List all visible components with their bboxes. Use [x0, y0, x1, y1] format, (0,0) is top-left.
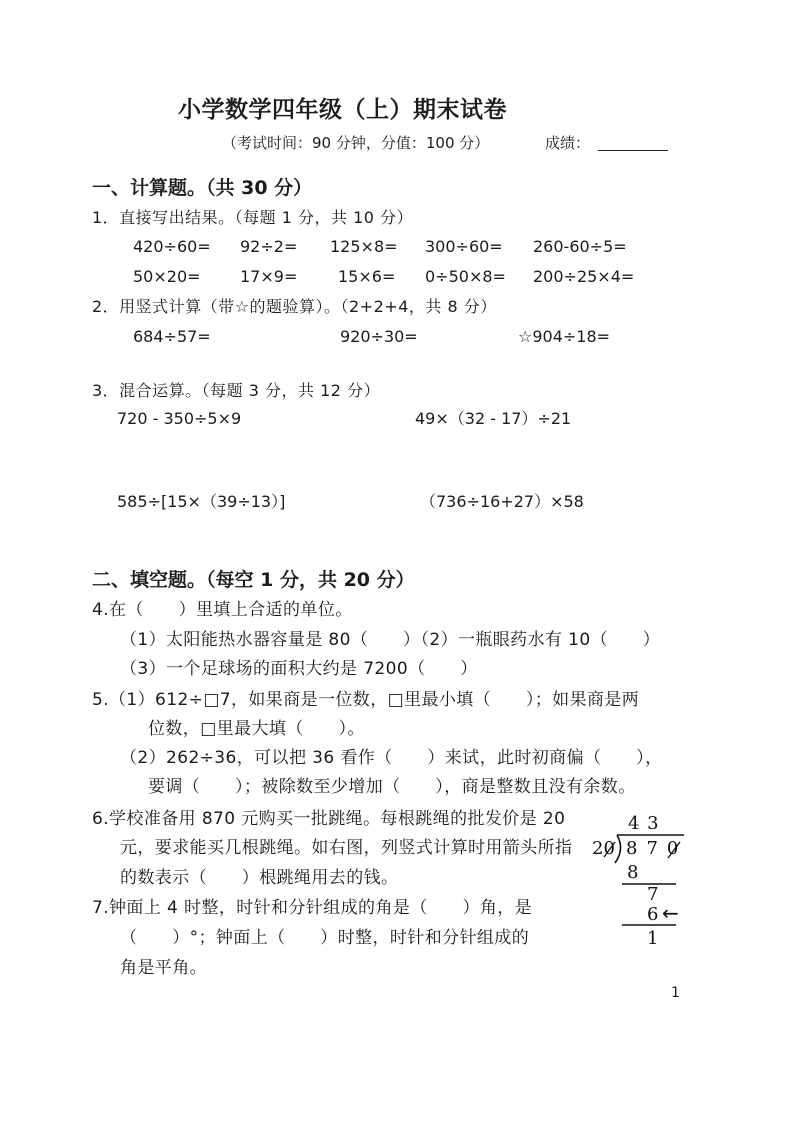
q5-line: 位数，□里最大填（ ）。 [148, 719, 365, 739]
calc-item: 0÷50×8= [425, 267, 506, 286]
calc-item: 15×6= [338, 267, 396, 286]
q6-line: 6.学校准备用 870 元购买一批跳绳。每根跳绳的批发价是 20 [92, 809, 566, 829]
q4-line: （1）太阳能热水器容量是 80（ ）（2）一瓶眼药水有 10（ ） [120, 630, 661, 650]
calc-item: 17×9= [240, 267, 298, 286]
calc-item: 300÷60= [425, 237, 503, 256]
q5-line: （2）262÷36，可以把 36 看作（ ）来试，此时初商偏（ ）， [120, 748, 663, 768]
division-dividend: 870 [626, 838, 688, 859]
long-division-figure [590, 812, 694, 952]
vertical-calc-item: 920÷30= [340, 327, 418, 346]
division-bracket [615, 835, 621, 863]
division-step-1: 8 [627, 862, 639, 883]
calc-item: 420÷60= [133, 237, 211, 256]
exam-title: 小学数学四年级（上）期末试卷 [178, 96, 507, 123]
division-quotient: 4 3 [628, 813, 660, 834]
q7-line: 角是平角。 [120, 958, 207, 978]
division-divisor: 20 [592, 838, 615, 859]
q5-line: 要调（ ）；被除数至少增加（ ），商是整数且没有余数。 [148, 777, 636, 797]
calc-item: 125×8= [330, 237, 398, 256]
score-blank-line [598, 150, 668, 151]
vertical-calc-item: ☆904÷18= [518, 327, 611, 346]
q4-prompt: 4.在（ ）里填上合适的单位。 [92, 600, 353, 620]
mixed-calc-item: 585÷[15×（39÷13）] [117, 492, 286, 511]
division-step-2: 7 [647, 884, 659, 905]
calc-item: 50×20= [133, 267, 201, 286]
mixed-calc-item: 720 - 350÷5×9 [117, 409, 242, 428]
calc-item: 200÷25×4= [533, 267, 635, 286]
calc-item: 260-60÷5= [533, 237, 627, 256]
q2-prompt: 2．用竖式计算（带☆的题验算）。（2+2+4，共 8 分） [92, 297, 497, 316]
calc-item: 92÷2= [240, 237, 298, 256]
section2-heading: 二、填空题。（每空 1 分，共 20 分） [92, 569, 415, 591]
q3-prompt: 3．混合运算。（每题 3 分，共 12 分） [92, 381, 381, 400]
q6-line: 元，要求能买几根跳绳。如右图，列竖式计算时用箭头所指 [120, 838, 573, 858]
mixed-calc-item: 49×（32 - 17）÷21 [415, 409, 572, 428]
mixed-calc-item: （736÷16+27）×58 [420, 492, 584, 511]
q7-line: 7.钟面上 4 时整，时针和分针组成的角是（ ）角，是 [92, 898, 533, 918]
division-remainder: 1 [647, 928, 659, 949]
left-arrow-icon: ← [662, 901, 679, 925]
exam-info: （考试时间：90 分钟，分值：100 分） [222, 134, 490, 152]
division-step-3: 6 [647, 904, 659, 925]
q6-line: 的数表示（ ）根跳绳用去的钱。 [120, 868, 399, 888]
section1-heading: 一、计算题。（共 30 分） [92, 177, 313, 199]
q1-prompt: 1．直接写出结果。（每题 1 分，共 10 分） [92, 208, 414, 227]
q5-line: 5.（1）612÷□7，如果商是一位数，□里最小填（ ）；如果商是两 [92, 690, 640, 710]
page-number: 1 [671, 985, 680, 1001]
score-label: 成绩： [545, 134, 591, 152]
q4-line: （3）一个足球场的面积大约是 7200（ ） [120, 659, 478, 679]
q7-line: （ ）°；钟面上（ ）时整，时针和分针组成的 [120, 928, 530, 948]
vertical-calc-item: 684÷57= [133, 327, 211, 346]
